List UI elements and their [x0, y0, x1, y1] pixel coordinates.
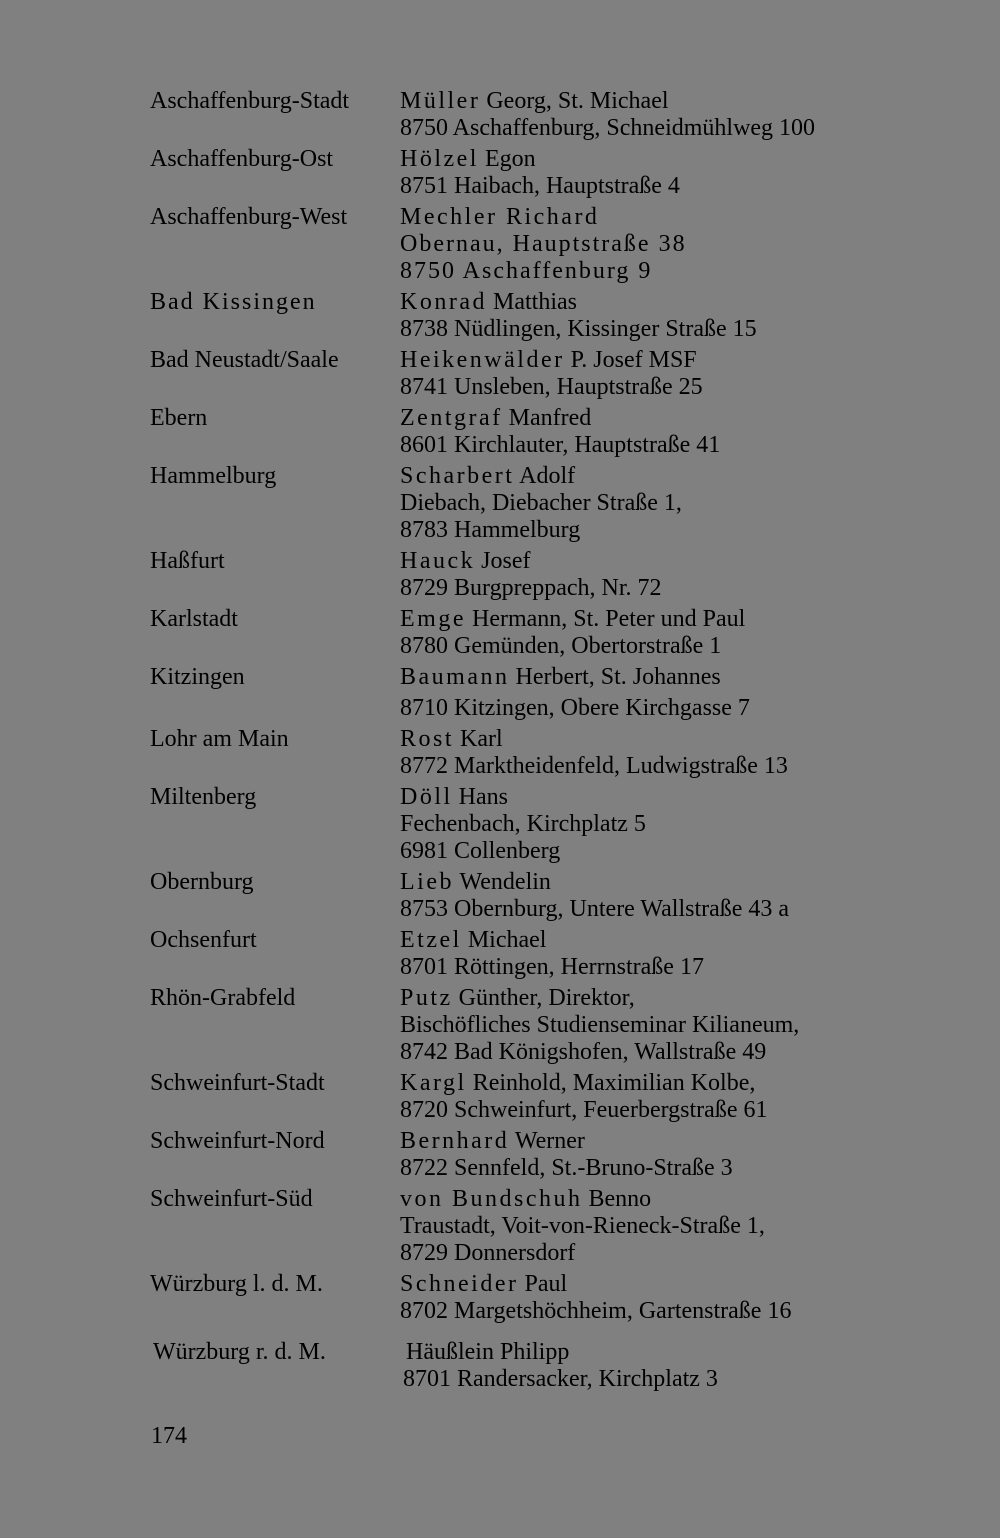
address-line: 8751 Haibach, Hauptstraße 4 — [400, 173, 680, 199]
address-line: 8702 Margetshöchheim, Gartenstraße 16 — [400, 1298, 792, 1324]
list-item — [150, 784, 870, 865]
address-line: 8750 Aschaffenburg, Schneidmühlweg 100 — [400, 115, 816, 141]
surname: Hölzel — [400, 146, 479, 172]
given-name: Reinhold, Maximilian Kolbe, — [466, 1070, 756, 1096]
district-name: Schweinfurt-Süd — [150, 1186, 313, 1212]
list-item — [150, 1186, 870, 1267]
contact-name — [400, 1070, 870, 1097]
address-line: Bischöfliches Studienseminar Kilianeum, — [400, 1012, 800, 1038]
list-item — [150, 869, 870, 923]
contact-info — [400, 985, 870, 1066]
contact-name — [400, 726, 870, 753]
list-item — [150, 606, 870, 660]
surname: Bernhard — [400, 1128, 510, 1154]
surname: Lieb — [400, 869, 454, 895]
contact-name — [400, 927, 870, 954]
district-name: Schweinfurt-Stadt — [150, 1070, 325, 1096]
deanery-list — [150, 88, 870, 1393]
district-name: Kitzingen — [150, 664, 245, 690]
address-line: 8738 Nüdlingen, Kissinger Straße 15 — [400, 316, 757, 342]
contact-name — [400, 548, 870, 575]
contact-name — [400, 1271, 870, 1298]
list-item — [150, 726, 870, 780]
district-name: Karlstadt — [150, 606, 238, 632]
district-name: Rhön-Grabfeld — [150, 985, 296, 1011]
district-name: Aschaffenburg-Ost — [150, 146, 334, 172]
contact-name — [400, 405, 870, 432]
surname: Kargl — [400, 1070, 467, 1096]
contact-info — [400, 927, 870, 981]
district-name: Obernburg — [150, 869, 254, 895]
district-name: Haßfurt — [150, 548, 225, 574]
district-name: Hammelburg — [150, 463, 277, 489]
address-line: 8601 Kirchlauter, Hauptstraße 41 — [400, 432, 721, 458]
address-line: Diebach, Diebacher Straße 1, — [400, 490, 682, 516]
surname: Scharbert — [400, 463, 515, 489]
district-name: Bad Kissingen — [150, 289, 317, 315]
contact-name — [400, 1186, 870, 1213]
contact-name — [400, 664, 870, 691]
contact-info — [400, 784, 870, 865]
given-name: Herbert, St. Johannes — [509, 664, 721, 690]
contact-info — [400, 1186, 870, 1267]
given-name: Benno — [582, 1186, 652, 1212]
given-name: Günther, Direktor, — [452, 985, 635, 1011]
list-item — [150, 1128, 870, 1182]
contact-name — [403, 1339, 870, 1366]
given-name: P. Josef MSF — [564, 347, 697, 373]
surname: Baumann — [400, 664, 510, 690]
list-item — [150, 405, 870, 459]
address-line: Traustadt, Voit-von-Rieneck-Straße 1, — [400, 1213, 765, 1239]
list-item — [150, 289, 870, 343]
district-name: Bad Neustadt/Saale — [150, 347, 339, 373]
address-line: 8741 Unsleben, Hauptstraße 25 — [400, 374, 703, 400]
address-line: 8720 Schweinfurt, Feuerbergstraße 61 — [400, 1097, 768, 1123]
page-number: 174 — [151, 1423, 187, 1449]
address-line: 8783 Hammelburg — [400, 517, 581, 543]
contact-info — [400, 664, 870, 722]
list-item — [150, 985, 870, 1066]
given-name: Hermann, St. Peter und Paul — [465, 606, 746, 632]
given-name: Hans — [452, 784, 508, 810]
contact-name — [400, 146, 870, 173]
surname: Konrad — [400, 289, 487, 315]
district-name: Miltenberg — [150, 784, 257, 810]
list-item — [150, 204, 870, 285]
district-name: Aschaffenburg-West — [150, 204, 348, 230]
district-name: Aschaffenburg-Stadt — [150, 88, 350, 114]
address-line: 8710 Kitzingen, Obere Kirchgasse 7 — [400, 695, 750, 721]
contact-name — [400, 204, 870, 231]
contact-name — [400, 463, 870, 490]
surname: Mechler Richard — [400, 204, 600, 230]
contact-info — [400, 726, 870, 780]
contact-name — [400, 347, 870, 374]
list-item — [150, 463, 870, 544]
list-item — [150, 548, 870, 602]
given-name: Egon — [478, 146, 536, 172]
surname: Häußlein — [406, 1339, 494, 1365]
contact-info — [400, 347, 870, 401]
contact-info — [400, 869, 870, 923]
surname: Müller — [400, 88, 481, 114]
surname: Zentgraf — [400, 405, 503, 431]
address-line: 8722 Sennfeld, St.-Bruno-Straße 3 — [400, 1155, 733, 1181]
given-name: Michael — [461, 927, 547, 953]
contact-info — [400, 1070, 870, 1124]
contact-info — [400, 1128, 870, 1182]
contact-name — [400, 606, 870, 633]
given-name: Josef — [475, 548, 531, 574]
list-item — [150, 146, 870, 200]
list-item — [150, 347, 870, 401]
given-name: Philipp — [493, 1339, 570, 1365]
contact-name — [400, 1128, 870, 1155]
list-item — [150, 927, 870, 981]
district-name: Lohr am Main — [150, 726, 289, 752]
contact-info — [400, 146, 870, 200]
address-line: 8750 Aschaffenburg 9 — [400, 258, 653, 284]
contact-name — [400, 784, 870, 811]
surname: Heikenwälder — [400, 347, 565, 373]
address-line: 8701 Randersacker, Kirchplatz 3 — [403, 1366, 718, 1392]
contact-info — [400, 606, 870, 660]
contact-info — [403, 1339, 870, 1393]
given-name: Wendelin — [453, 869, 551, 895]
address-line: 8780 Gemünden, Obertorstraße 1 — [400, 633, 722, 659]
surname: Putz — [400, 985, 453, 1011]
address-line: Fechenbach, Kirchplatz 5 — [400, 811, 646, 837]
district-name: Ochsenfurt — [150, 927, 257, 953]
contact-name — [400, 869, 870, 896]
list-item — [150, 664, 870, 722]
contact-info — [400, 405, 870, 459]
address-line: 8742 Bad Königshofen, Wallstraße 49 — [400, 1039, 767, 1065]
surname: Döll — [400, 784, 453, 810]
contact-name — [400, 289, 870, 316]
given-name: Adolf — [514, 463, 576, 489]
district-name: Ebern — [150, 405, 208, 431]
address-line: 8701 Röttingen, Herrnstraße 17 — [400, 954, 704, 980]
list-item — [150, 1070, 870, 1124]
contact-name — [400, 88, 870, 115]
given-name: Karl — [454, 726, 503, 752]
address-line: 8729 Burgpreppach, Nr. 72 — [400, 575, 662, 601]
surname: Emge — [400, 606, 466, 632]
address-line: 8772 Marktheidenfeld, Ludwigstraße 13 — [400, 753, 788, 779]
contact-info — [400, 1271, 870, 1325]
surname: von Bundschuh — [400, 1186, 583, 1212]
surname: Etzel — [400, 927, 462, 953]
contact-info — [400, 463, 870, 544]
address-line: Obernau, Hauptstraße 38 — [400, 231, 687, 257]
contact-info — [400, 204, 870, 285]
given-name: Georg, St. Michael — [480, 88, 669, 114]
surname: Hauck — [400, 548, 476, 574]
contact-name — [400, 985, 870, 1012]
list-item — [150, 1339, 870, 1393]
surname: Rost — [400, 726, 455, 752]
district-name: Schweinfurt-Nord — [150, 1128, 325, 1154]
address-line: 8753 Obernburg, Untere Wallstraße 43 a — [400, 896, 790, 922]
address-line: 8729 Donnersdorf — [400, 1240, 576, 1266]
given-name: Werner — [509, 1128, 585, 1154]
given-name: Paul — [518, 1271, 568, 1297]
given-name: Matthias — [486, 289, 577, 315]
district-name: Würzburg r. d. M. — [153, 1339, 326, 1365]
contact-info — [400, 289, 870, 343]
address-line: 6981 Collenberg — [400, 838, 561, 864]
list-item — [150, 88, 870, 142]
list-item — [150, 1271, 870, 1325]
surname: Schneider — [400, 1271, 519, 1297]
contact-info — [400, 88, 870, 142]
given-name: Manfred — [502, 405, 592, 431]
district-name: Würzburg l. d. M. — [150, 1271, 323, 1297]
contact-info — [400, 548, 870, 602]
